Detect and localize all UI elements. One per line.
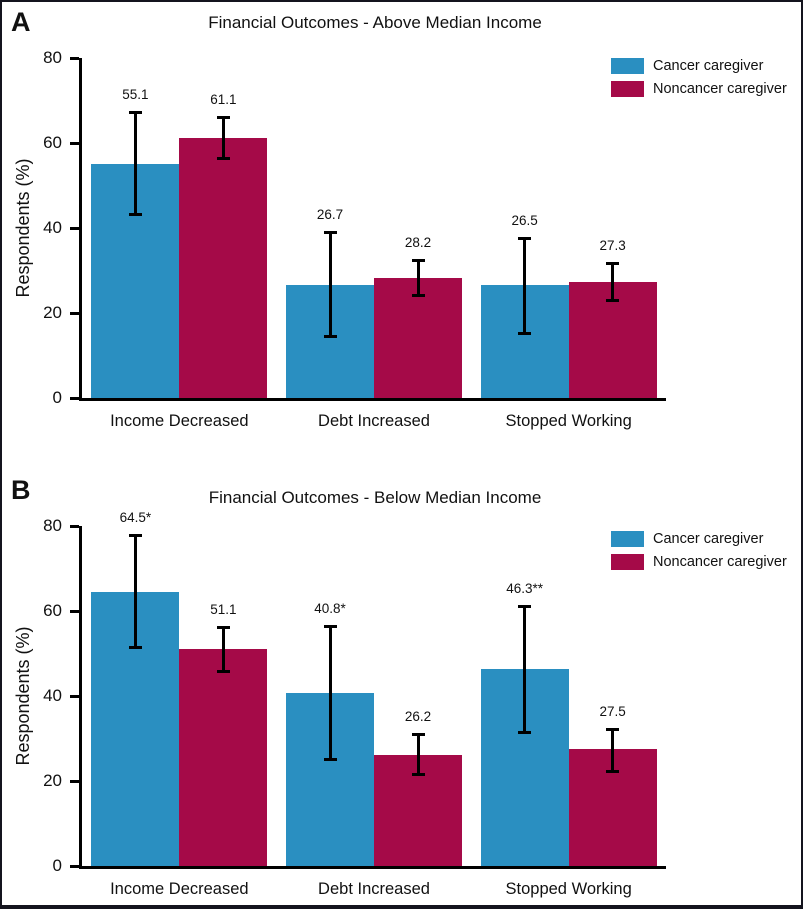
legend-item [611,58,787,74]
error-bar [523,237,526,335]
bar-value-label: 27.5 [599,703,626,719]
legend-swatch-icon [611,531,644,547]
error-bar-cap-low [606,299,619,302]
error-bar-cap-low [324,758,337,761]
bar-value-label: 26.5 [511,212,538,228]
legend-label: Cancer caregiver [653,58,764,74]
error-bar-cap-high [518,605,531,608]
error-bar-cap-low [324,335,337,338]
error-bar-cap-low [412,294,425,297]
legend-label: Noncancer caregiver [653,81,787,97]
y-tick-label: 40 [43,218,62,237]
y-tick [70,865,79,868]
legend-b [611,531,787,570]
error-bar-cap-high [217,116,230,119]
error-bar-cap-high [518,237,531,240]
legend-label: Cancer caregiver [653,531,764,547]
panel-letter-a: A [11,7,31,37]
y-tick-label: 20 [43,303,62,322]
legend-swatch-icon [611,81,644,97]
bar-noncancer [179,649,267,866]
bar-value-label: 40.8* [314,601,346,617]
y-tick-label: 80 [43,516,62,535]
error-bar-cap-low [129,213,142,216]
error-bar [329,625,332,761]
legend-item [611,531,787,547]
legend-item [611,554,787,570]
legend-item [611,81,787,97]
bar-value-label: 61.1 [210,92,237,108]
x-category-label: Debt Increased [318,412,430,430]
y-tick [70,312,79,315]
y-tick-label: 20 [43,771,62,790]
error-bar-cap-high [324,231,337,234]
y-tick-label: 0 [52,388,62,407]
panel-letter-b: B [11,475,31,505]
y-tick-label: 40 [43,686,62,705]
y-tick [70,142,79,145]
error-bar [329,231,332,337]
x-category-label: Stopped Working [505,880,632,898]
y-axis-label-b: Respondents (%) [13,626,33,766]
error-bar-cap-low [518,332,531,335]
x-category-label: Income Decreased [110,412,249,430]
bar-value-label: 64.5* [119,510,152,526]
y-tick [70,610,79,613]
error-bar-cap-high [129,534,142,537]
y-tick [70,57,79,60]
error-bar-cap-high [412,733,425,736]
y-tick-label: 60 [43,133,62,152]
error-bar-cap-high [606,728,619,731]
bar-value-label: 26.7 [316,207,344,223]
plot-area-a [43,48,666,430]
bar-value-label: 27.3 [599,237,626,253]
bar-value-label: 26.2 [404,709,432,725]
x-category-label: Stopped Working [505,412,632,430]
error-bar-cap-low [518,731,531,734]
error-bar-cap-high [217,626,230,629]
y-tick-label: 80 [43,48,62,67]
error-bar [222,626,225,673]
legend-a [611,58,787,97]
legend-label: Noncancer caregiver [653,554,787,570]
y-axis-label-a: Respondents (%) [13,158,33,298]
panel-b [0,462,803,905]
error-bar [611,728,614,773]
legend-swatch-icon [611,554,644,570]
error-bar-cap-high [412,259,425,262]
error-bar-cap-low [217,670,230,673]
y-tick [70,695,79,698]
error-bar [134,111,137,216]
y-tick-label: 60 [43,601,62,620]
bar-value-label: 51.1 [210,601,237,617]
bar-value-label: 55.1 [122,87,149,103]
error-bar-cap-low [412,773,425,776]
legend-swatch-icon [611,58,644,74]
error-bar-cap-high [324,625,337,628]
bar-noncancer [179,138,267,398]
error-bar [417,259,420,298]
error-bar-cap-high [129,111,142,114]
bar-value-label: 46.3** [506,581,544,597]
error-bar-cap-high [606,262,619,265]
error-bar [134,534,137,649]
error-bar [523,605,526,734]
y-tick [70,227,79,230]
x-category-label: Debt Increased [318,880,430,898]
x-category-label: Income Decreased [110,880,249,898]
panel-a-title: Financial Outcomes - Above Median Income [208,13,542,32]
error-bar [611,262,614,302]
error-bar [417,733,420,776]
y-tick [70,780,79,783]
bar-value-label: 28.2 [404,234,432,250]
y-tick-label: 0 [52,856,62,875]
error-bar [222,116,225,160]
plot-area-b [43,510,666,898]
error-bar-cap-low [217,157,230,160]
error-bar-cap-low [129,646,142,649]
y-tick [70,397,79,400]
panel-b-title: Financial Outcomes - Below Median Income [208,488,542,507]
error-bar-cap-low [606,770,619,773]
